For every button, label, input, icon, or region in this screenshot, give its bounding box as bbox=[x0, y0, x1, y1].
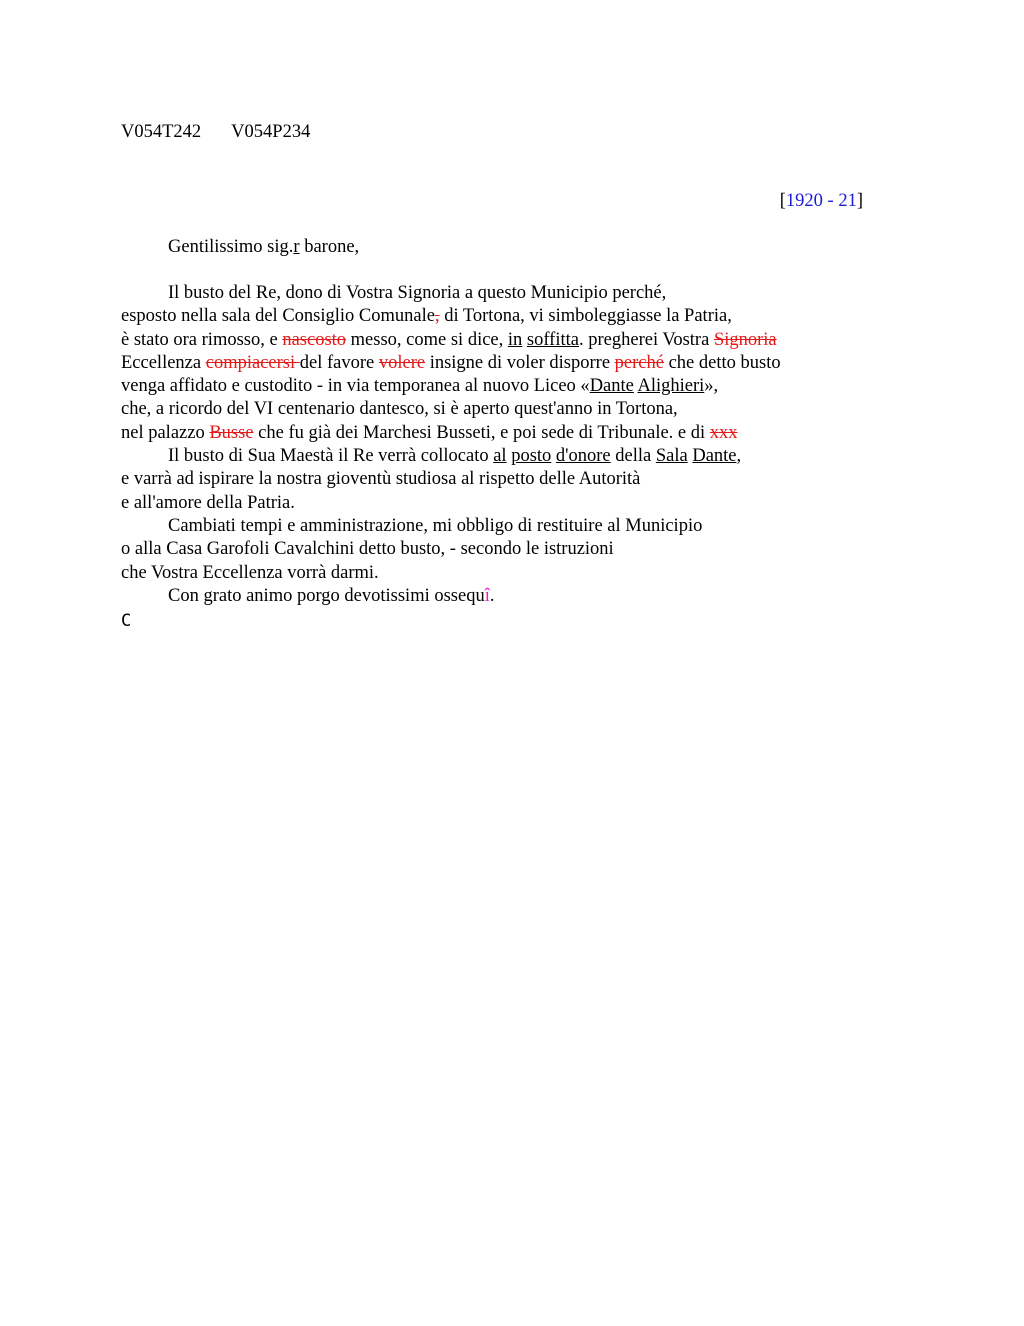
page-id: V054P234 bbox=[231, 122, 311, 142]
body-line bbox=[121, 585, 881, 608]
text-run: Il busto di Sua Maestà il Re verrà collocato bbox=[168, 446, 494, 467]
salutation-text: Gentilissimo sig. bbox=[168, 237, 294, 257]
body-line bbox=[121, 282, 881, 305]
underlined-text: al bbox=[493, 446, 507, 467]
date-open-bracket: [ bbox=[779, 191, 786, 211]
deleted-text: compiacersi bbox=[205, 352, 300, 373]
deleted-text: volere bbox=[378, 352, 426, 373]
body-line bbox=[121, 398, 881, 421]
underlined-text: Alighieri bbox=[637, 376, 705, 397]
text-run: che, a ricordo del VI centenario dantesco, si è aperto quest'anno in Tortona, bbox=[121, 399, 678, 420]
body-line bbox=[121, 422, 881, 445]
deleted-text: perché bbox=[614, 352, 664, 373]
text-run: Il busto del Re, dono di Vostra Signoria a questo Municipio perché, bbox=[168, 283, 667, 303]
underlined-text: d'onore bbox=[555, 446, 611, 467]
text-run: . pregherei Vostra bbox=[578, 329, 714, 350]
text-run: Con grato animo porgo devotissimi ossequ bbox=[168, 585, 485, 606]
text-run: è stato ora rimosso, e bbox=[121, 329, 283, 350]
text-run: nel palazzo bbox=[121, 422, 210, 443]
underlined-text: Sala bbox=[655, 446, 688, 467]
body-line bbox=[121, 468, 881, 491]
underlined-text: posto bbox=[511, 446, 552, 467]
text-run: e all'amore della Patria. bbox=[121, 492, 295, 513]
body-line bbox=[121, 329, 881, 352]
text-run: Cambiati tempi e amministrazione, mi obbligo di restituire al Municipio bbox=[168, 515, 703, 536]
text-run: che detto busto bbox=[663, 352, 781, 373]
text-run: che Vostra Eccellenza vorrà darmi. bbox=[121, 562, 379, 583]
text-run: e varrà ad ispirare la nostra gioventù studiosa al rispetto delle Autorità bbox=[121, 469, 641, 490]
text-run: che fu già dei Marchesi Busseti, e poi sede di Tribunale. e di bbox=[253, 422, 710, 443]
text-run: esposto nella sala del Consiglio Comunale bbox=[121, 306, 435, 327]
underlined-text: Dante bbox=[692, 446, 737, 467]
body-line bbox=[121, 515, 881, 538]
text-run: della bbox=[610, 446, 656, 467]
salutation-abbreviation: r bbox=[293, 237, 300, 257]
salutation bbox=[168, 236, 359, 259]
body-line bbox=[121, 305, 881, 328]
text-run: Eccellenza bbox=[121, 352, 206, 373]
deleted-text: nascosto bbox=[282, 329, 347, 350]
text-run: di Tortona, vi simboleggiasse la Patria, bbox=[439, 306, 732, 327]
body-line bbox=[121, 538, 881, 561]
underlined-text: Dante bbox=[589, 376, 634, 397]
signature-mark: C bbox=[121, 611, 132, 631]
body-line bbox=[121, 562, 881, 585]
text-run: , bbox=[736, 446, 742, 467]
text-run: venga affidato e custodito - in via temporanea al nuovo Liceo « bbox=[121, 376, 590, 397]
date-value: 1920 - 21 bbox=[785, 191, 857, 211]
letter-body bbox=[121, 282, 881, 608]
underlined-text: soffitta bbox=[526, 329, 579, 350]
document-identifiers bbox=[121, 121, 310, 144]
highlighted-character: î bbox=[484, 585, 490, 606]
underlined-text: in bbox=[507, 329, 523, 350]
deleted-text: xxx bbox=[709, 422, 738, 443]
body-line bbox=[121, 352, 881, 375]
text-run: o alla Casa Garofoli Cavalchini detto busto, - secondo le istruzioni bbox=[121, 539, 614, 560]
letter-date bbox=[780, 190, 863, 213]
salutation-text-end: barone, bbox=[299, 237, 360, 257]
deleted-text: Signoria bbox=[713, 329, 777, 350]
deleted-text: Busse bbox=[209, 422, 254, 443]
text-run: . bbox=[489, 585, 495, 606]
body-line bbox=[121, 445, 881, 468]
text-run: », bbox=[704, 376, 719, 397]
date-close-bracket: ] bbox=[856, 191, 863, 211]
text-run: del favore bbox=[299, 352, 379, 373]
body-line bbox=[121, 375, 881, 398]
body-line bbox=[121, 492, 881, 515]
text-run: messo, come si dice, bbox=[346, 329, 508, 350]
deleted-text: , bbox=[434, 306, 440, 327]
text-run: insigne di voler disporre bbox=[425, 352, 615, 373]
text-id: V054T242 bbox=[121, 122, 202, 142]
